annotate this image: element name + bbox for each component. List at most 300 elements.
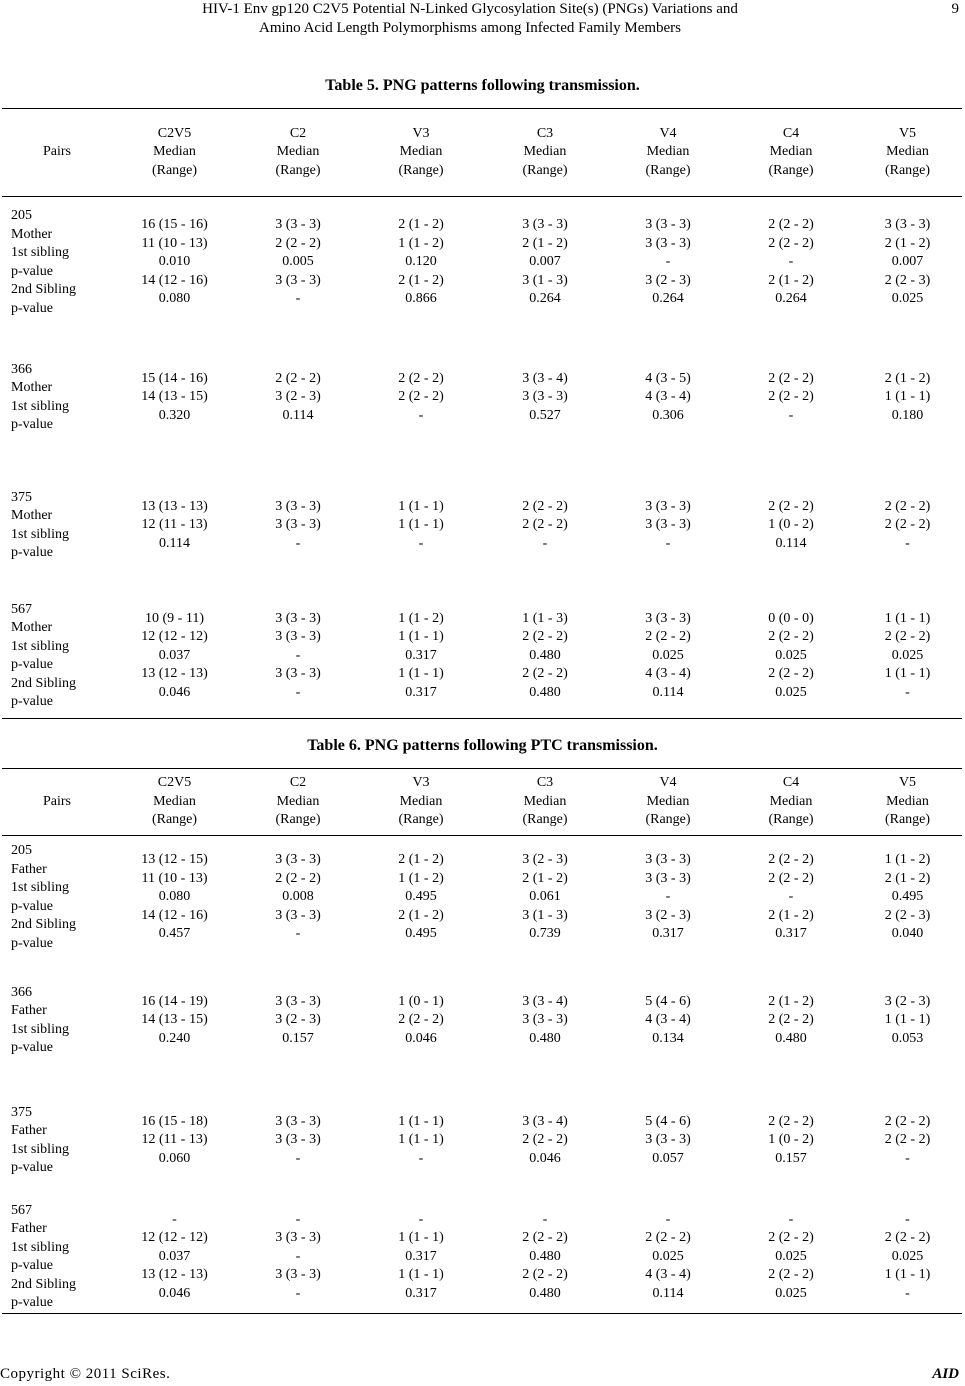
cell-value: 3 (3 - 3) bbox=[275, 610, 321, 626]
pair-label: 1st sibling bbox=[11, 1021, 69, 1037]
cell-value: - bbox=[905, 1150, 910, 1166]
column-header-line: C3 bbox=[536, 775, 554, 791]
cell-value: 2 (2 - 2) bbox=[884, 498, 931, 514]
value-cell bbox=[607, 479, 729, 591]
cell-value: - bbox=[295, 535, 301, 551]
value-cell bbox=[237, 836, 359, 978]
pair-label: 567 bbox=[11, 1202, 32, 1218]
column-header-line: (Range) bbox=[398, 162, 444, 178]
value-cell bbox=[853, 978, 962, 1098]
cell-value: 3 (1 - 3) bbox=[522, 272, 568, 288]
cell-value: 0.025 bbox=[775, 647, 807, 663]
table-row bbox=[2, 591, 962, 719]
cell-value: - bbox=[665, 535, 671, 551]
cell-value: 0.157 bbox=[775, 1150, 807, 1166]
value-cell bbox=[359, 591, 483, 719]
value-cell bbox=[853, 351, 962, 479]
cell-value: 0.060 bbox=[158, 1150, 191, 1166]
column-header-line: (Range) bbox=[522, 812, 568, 828]
cell-value: 1 (1 - 2) bbox=[398, 235, 444, 251]
cell-value: - bbox=[788, 1211, 794, 1227]
running-head bbox=[0, 0, 965, 42]
cell-value: 0.317 bbox=[652, 926, 684, 941]
cell-value: 0.317 bbox=[405, 684, 437, 700]
column-header-line: Median bbox=[886, 144, 929, 160]
column-header-line: (Range) bbox=[275, 162, 321, 178]
pair-label: p-value bbox=[11, 657, 53, 672]
value-cell bbox=[112, 1098, 237, 1196]
cell-value: 12 (12 - 12) bbox=[141, 629, 208, 644]
cell-value: 2 (2 - 2) bbox=[884, 1230, 931, 1245]
cell-value: 14 (13 - 15) bbox=[141, 1012, 208, 1027]
cell-value: 1 (1 - 1) bbox=[884, 1012, 931, 1027]
column-header-line: Median bbox=[153, 144, 196, 160]
cell-value: 0.046 bbox=[158, 1285, 191, 1301]
column-header-line: Median bbox=[646, 144, 690, 160]
cell-value: 0.480 bbox=[529, 1030, 561, 1046]
cell-value: - bbox=[295, 1285, 301, 1301]
pair-label: p-value bbox=[11, 263, 53, 279]
cell-value: 0.480 bbox=[529, 684, 561, 700]
cell-value: 1 (1 - 2) bbox=[884, 852, 931, 867]
value-cell bbox=[359, 1196, 483, 1314]
cell-value: 2 (2 - 2) bbox=[768, 217, 814, 232]
cell-value: 3 (3 - 3) bbox=[645, 610, 691, 626]
cell-value: 0.040 bbox=[891, 926, 924, 941]
cell-value: 14 (12 - 16) bbox=[141, 272, 208, 288]
running-title-line-2: Amino Acid Length Polymorphisms among Infected Family Members bbox=[258, 20, 682, 36]
cell-value: - bbox=[418, 535, 424, 551]
value-cell bbox=[359, 978, 483, 1098]
value-cell bbox=[237, 351, 359, 479]
cell-value: - bbox=[295, 291, 301, 306]
cell-value: 1 (1 - 1) bbox=[884, 610, 931, 626]
cell-value: 3 (3 - 3) bbox=[275, 517, 321, 532]
cell-value: 1 (1 - 1) bbox=[398, 1230, 444, 1245]
cell-value: 3 (3 - 3) bbox=[275, 1132, 321, 1147]
cell-value: 0.080 bbox=[158, 889, 191, 904]
column-header-line: C4 bbox=[782, 775, 800, 791]
cell-value: 2 (2 - 3) bbox=[884, 907, 931, 923]
pair-label: p-value bbox=[11, 545, 53, 560]
value-cell bbox=[853, 1098, 962, 1196]
cell-value: - bbox=[542, 535, 548, 551]
pair-label: 375 bbox=[11, 1104, 32, 1120]
cell-value: 2 (2 - 2) bbox=[522, 517, 568, 532]
pair-label: 2nd Sibling bbox=[11, 917, 76, 932]
table-5 bbox=[2, 108, 962, 719]
pair-label: 366 bbox=[11, 361, 32, 377]
column-header-line: V3 bbox=[412, 775, 430, 791]
cell-value: 1 (1 - 2) bbox=[398, 610, 444, 626]
cell-value: - bbox=[295, 1211, 301, 1227]
cell-value: - bbox=[295, 647, 301, 663]
column-header-line: Median bbox=[276, 144, 320, 160]
cell-value: 3 (1 - 3) bbox=[522, 907, 568, 923]
value-cell bbox=[237, 978, 359, 1098]
cell-value: 0.264 bbox=[652, 291, 684, 306]
cell-value: 3 (2 - 3) bbox=[645, 907, 691, 923]
pair-label: Father bbox=[11, 1123, 47, 1138]
cell-value: 3 (2 - 3) bbox=[884, 993, 931, 1009]
column-header-line: C4 bbox=[782, 125, 800, 141]
cell-value: 0.317 bbox=[775, 926, 807, 941]
value-cell bbox=[112, 351, 237, 479]
value-cell bbox=[483, 197, 607, 351]
cell-value: 0.120 bbox=[405, 254, 437, 269]
pair-label: 1st sibling bbox=[11, 526, 69, 542]
cell-value: 2 (2 - 2) bbox=[884, 1113, 931, 1129]
cell-value: 2 (2 - 2) bbox=[275, 870, 321, 886]
column-header-line: C3 bbox=[536, 125, 554, 141]
cell-value: 2 (1 - 2) bbox=[768, 272, 814, 288]
column-header-line: (Range) bbox=[768, 812, 814, 828]
cell-value: 3 (3 - 3) bbox=[645, 517, 691, 532]
column-header-line: C2V5 bbox=[157, 775, 192, 791]
cell-value: 2 (1 - 2) bbox=[398, 907, 444, 923]
cell-value: 0.046 bbox=[158, 684, 191, 700]
cell-value: 2 (1 - 2) bbox=[884, 870, 931, 886]
cell-value: 0.114 bbox=[652, 684, 684, 700]
cell-value: 0.739 bbox=[529, 926, 561, 941]
value-cell bbox=[853, 836, 962, 978]
cell-value: 0.025 bbox=[891, 1248, 924, 1264]
value-cell bbox=[483, 591, 607, 719]
cell-value: 0.264 bbox=[775, 291, 807, 306]
pair-label: 205 bbox=[11, 843, 32, 858]
pair-label: 1st sibling bbox=[11, 880, 69, 895]
cell-value: 0.527 bbox=[529, 407, 561, 423]
cell-value: 3 (3 - 3) bbox=[522, 1012, 568, 1027]
cell-value: 2 (1 - 2) bbox=[398, 272, 444, 288]
pair-label: p-value bbox=[11, 1258, 53, 1273]
value-cell bbox=[112, 978, 237, 1098]
pair-label: Mother bbox=[11, 226, 53, 242]
pair-label-cell bbox=[2, 978, 112, 1098]
table-5-caption: Table 5. PNG patterns following transmission. bbox=[325, 77, 640, 94]
cell-value: 1 (1 - 1) bbox=[884, 1267, 931, 1282]
pair-label: p-value bbox=[11, 694, 53, 709]
table-row bbox=[2, 479, 962, 591]
cell-value: 3 (3 - 3) bbox=[645, 852, 691, 867]
cell-value: 13 (12 - 13) bbox=[141, 666, 208, 681]
cell-value: 2 (1 - 2) bbox=[768, 907, 814, 923]
cell-value: 1 (1 - 1) bbox=[398, 666, 444, 681]
cell-value: 2 (2 - 2) bbox=[768, 629, 814, 644]
cell-value: 1 (0 - 2) bbox=[768, 1132, 814, 1147]
value-cell bbox=[483, 479, 607, 591]
cell-value: 11 (10 - 13) bbox=[141, 870, 208, 886]
column-header-line: (Range) bbox=[645, 812, 691, 828]
pair-label: 1st sibling bbox=[11, 398, 69, 414]
cell-value: 2 (1 - 2) bbox=[398, 852, 444, 867]
cell-value: 1 (1 - 1) bbox=[398, 517, 444, 532]
value-cell bbox=[729, 197, 853, 351]
cell-value: 3 (3 - 3) bbox=[275, 629, 321, 644]
cell-value: - bbox=[295, 1248, 301, 1264]
cell-value: 1 (1 - 1) bbox=[884, 666, 931, 681]
pair-label: p-value bbox=[11, 417, 53, 432]
cell-value: 3 (3 - 4) bbox=[522, 370, 568, 386]
cell-value: 0.134 bbox=[652, 1030, 684, 1046]
column-header-line: C2 bbox=[289, 775, 307, 791]
value-cell bbox=[853, 591, 962, 719]
value-cell bbox=[112, 836, 237, 978]
cell-value: 0.480 bbox=[529, 1285, 561, 1301]
cell-value: 2 (2 - 2) bbox=[522, 1267, 568, 1282]
column-header-line: (Range) bbox=[398, 812, 444, 828]
pair-label: 2nd Sibling bbox=[11, 1276, 76, 1292]
cell-value: 0.480 bbox=[529, 1248, 561, 1264]
column-header-line: Median bbox=[399, 144, 443, 160]
pair-label: 2nd Sibling bbox=[11, 675, 76, 691]
cell-value: 12 (12 - 12) bbox=[141, 1230, 208, 1245]
column-header-c2v5 bbox=[112, 769, 237, 836]
value-cell bbox=[483, 978, 607, 1098]
column-header-line: (Range) bbox=[645, 162, 691, 178]
value-cell bbox=[237, 1196, 359, 1314]
cell-value: 0.057 bbox=[652, 1150, 684, 1166]
cell-value: 0.114 bbox=[159, 535, 190, 551]
cell-value: - bbox=[788, 254, 794, 269]
cell-value: 3 (2 - 3) bbox=[275, 1012, 321, 1027]
cell-value: 16 (14 - 19) bbox=[141, 993, 208, 1009]
cell-value: 0.495 bbox=[405, 889, 437, 904]
cell-value: 2 (2 - 2) bbox=[768, 870, 814, 886]
cell-value: 0.025 bbox=[775, 684, 807, 700]
pair-label-cell bbox=[2, 591, 112, 719]
column-header-line: (Range) bbox=[151, 162, 198, 178]
cell-value: - bbox=[172, 1211, 177, 1227]
cell-value: - bbox=[418, 1150, 424, 1166]
column-header-c4 bbox=[729, 769, 853, 836]
cell-value: 2 (1 - 2) bbox=[398, 217, 444, 232]
pair-label-cell bbox=[2, 197, 112, 351]
cell-value: 1 (1 - 1) bbox=[398, 1113, 444, 1129]
column-header-line: (Range) bbox=[275, 812, 321, 828]
column-header-c3 bbox=[483, 109, 607, 197]
pair-label: Mother bbox=[11, 508, 53, 523]
cell-value: 3 (3 - 3) bbox=[275, 1230, 321, 1245]
cell-value: 3 (3 - 3) bbox=[645, 217, 691, 232]
cell-value: 2 (2 - 2) bbox=[398, 389, 444, 404]
cell-value: 2 (2 - 2) bbox=[398, 1012, 444, 1027]
cell-value: 0.025 bbox=[775, 1285, 807, 1301]
cell-value: 2 (2 - 2) bbox=[768, 1230, 814, 1245]
cell-value: 0.025 bbox=[891, 291, 924, 306]
pair-label: 2nd Sibling bbox=[11, 282, 76, 297]
cell-value: 3 (3 - 3) bbox=[275, 217, 321, 232]
value-cell bbox=[607, 836, 729, 978]
cell-value: 0.480 bbox=[529, 647, 561, 663]
cell-value: 16 (15 - 18) bbox=[141, 1113, 208, 1129]
column-header-line: Pairs bbox=[43, 793, 71, 809]
cell-value: 0.046 bbox=[529, 1150, 561, 1166]
value-cell bbox=[112, 1196, 237, 1314]
column-header-v3 bbox=[359, 769, 483, 836]
value-cell bbox=[483, 351, 607, 479]
cell-value: 3 (3 - 3) bbox=[645, 498, 691, 514]
cell-value: 2 (2 - 2) bbox=[522, 629, 568, 644]
cell-value: 10 (9 - 11) bbox=[145, 610, 204, 626]
cell-value: - bbox=[665, 254, 671, 269]
cell-value: 3 (3 - 3) bbox=[645, 1132, 691, 1147]
cell-value: 2 (2 - 2) bbox=[522, 1230, 568, 1245]
cell-value: 0.008 bbox=[282, 889, 314, 904]
cell-value: 2 (2 - 2) bbox=[768, 235, 814, 251]
cell-value: 15 (14 - 16) bbox=[141, 370, 208, 386]
cell-value: 4 (3 - 4) bbox=[645, 666, 691, 681]
cell-value: 2 (1 - 2) bbox=[884, 235, 931, 251]
cell-value: 3 (3 - 3) bbox=[275, 993, 321, 1009]
column-header-line: C2 bbox=[289, 125, 307, 141]
cell-value: 0.025 bbox=[775, 1248, 807, 1264]
cell-value: 0.114 bbox=[652, 1285, 684, 1301]
column-header-line: Median bbox=[886, 793, 929, 809]
journal-abbreviation: AID bbox=[932, 1366, 959, 1382]
table-5-header-row bbox=[2, 109, 962, 197]
value-cell bbox=[729, 1196, 853, 1314]
cell-value: 11 (10 - 13) bbox=[141, 235, 208, 251]
column-header-line: Median bbox=[276, 793, 320, 809]
pair-label: p-value bbox=[11, 1160, 53, 1175]
table-row bbox=[2, 978, 962, 1098]
cell-value: 2 (2 - 2) bbox=[768, 666, 814, 681]
pair-label: 1st sibling bbox=[11, 1141, 69, 1157]
cell-value: 2 (1 - 2) bbox=[768, 993, 814, 1009]
pair-label-cell bbox=[2, 351, 112, 479]
column-header-line: V5 bbox=[898, 775, 917, 791]
value-cell bbox=[729, 479, 853, 591]
column-header-line: Median bbox=[646, 793, 690, 809]
cell-value: 2 (2 - 2) bbox=[645, 1230, 691, 1245]
column-header-v5 bbox=[853, 769, 962, 836]
pair-label: p-value bbox=[11, 935, 53, 951]
column-header-c3 bbox=[483, 769, 607, 836]
column-header-line: Median bbox=[153, 793, 196, 809]
cell-value: 2 (2 - 2) bbox=[884, 517, 931, 532]
cell-value: 2 (2 - 2) bbox=[275, 370, 321, 386]
value-cell bbox=[853, 197, 962, 351]
value-cell bbox=[359, 197, 483, 351]
column-header-pairs bbox=[2, 769, 112, 836]
column-header-line: Median bbox=[523, 144, 567, 160]
running-title-line-1: HIV-1 Env gp120 C2V5 Potential N-Linked Glycosylation Site(s) (PNGs) Variations and bbox=[202, 1, 738, 17]
value-cell bbox=[359, 351, 483, 479]
cell-value: 0.025 bbox=[652, 647, 684, 663]
column-header-pairs bbox=[2, 109, 112, 197]
cell-value: 0.180 bbox=[891, 407, 924, 423]
table-6-header-row bbox=[2, 769, 962, 836]
cell-value: 2 (2 - 2) bbox=[275, 235, 321, 251]
table-row bbox=[2, 1098, 962, 1196]
cell-value: 3 (3 - 3) bbox=[275, 272, 321, 288]
column-header-c4 bbox=[729, 109, 853, 197]
table-row bbox=[2, 836, 962, 978]
cell-value: 0.317 bbox=[405, 1285, 437, 1301]
cell-value: - bbox=[905, 535, 910, 551]
value-cell bbox=[112, 479, 237, 591]
value-cell bbox=[607, 1196, 729, 1314]
cell-value: 13 (12 - 15) bbox=[141, 852, 208, 867]
table-6-caption: Table 6. PNG patterns following PTC transmission. bbox=[307, 737, 658, 754]
pair-label: p-value bbox=[11, 1040, 53, 1055]
cell-value: 3 (3 - 3) bbox=[275, 1113, 321, 1129]
value-cell bbox=[359, 479, 483, 591]
cell-value: 2 (1 - 2) bbox=[522, 870, 568, 886]
value-cell bbox=[483, 836, 607, 978]
cell-value: 2 (1 - 2) bbox=[884, 370, 931, 386]
cell-value: 0.317 bbox=[405, 1248, 437, 1264]
cell-value: 0.061 bbox=[529, 889, 561, 904]
cell-value: 0 (0 - 0) bbox=[768, 610, 814, 626]
value-cell bbox=[237, 591, 359, 719]
cell-value: 16 (15 - 16) bbox=[141, 217, 208, 232]
cell-value: 1 (0 - 1) bbox=[398, 993, 444, 1009]
pair-label: 1st sibling bbox=[11, 638, 69, 654]
column-header-line: (Range) bbox=[522, 162, 568, 178]
pair-label-cell bbox=[2, 479, 112, 591]
cell-value: 0.114 bbox=[282, 407, 314, 423]
cell-value: 3 (3 - 3) bbox=[275, 907, 321, 923]
cell-value: 1 (1 - 1) bbox=[398, 1267, 444, 1282]
cell-value: 2 (2 - 2) bbox=[522, 498, 568, 514]
cell-value: 2 (2 - 2) bbox=[884, 1132, 931, 1147]
cell-value: 4 (3 - 4) bbox=[645, 1267, 691, 1282]
cell-value: - bbox=[295, 684, 301, 700]
pair-label: 567 bbox=[11, 601, 32, 617]
column-header-line: (Range) bbox=[884, 812, 931, 828]
column-header-line: Median bbox=[523, 793, 567, 809]
cell-value: - bbox=[295, 1150, 301, 1166]
value-cell bbox=[112, 197, 237, 351]
table-6 bbox=[2, 768, 962, 1314]
column-header-line: V4 bbox=[659, 125, 677, 141]
cell-value: 2 (1 - 2) bbox=[522, 235, 568, 251]
value-cell bbox=[729, 591, 853, 719]
pair-label: 1st sibling bbox=[11, 245, 69, 260]
cell-value: 0.010 bbox=[158, 254, 191, 269]
cell-value: 3 (3 - 3) bbox=[275, 498, 321, 514]
cell-value: 3 (3 - 3) bbox=[275, 666, 321, 681]
cell-value: 0.240 bbox=[158, 1030, 191, 1046]
cell-value: 12 (11 - 13) bbox=[141, 1132, 208, 1147]
value-cell bbox=[853, 479, 962, 591]
cell-value: 3 (3 - 3) bbox=[645, 235, 691, 251]
column-header-v3 bbox=[359, 109, 483, 197]
cell-value: 2 (2 - 2) bbox=[522, 666, 568, 681]
cell-value: 0.037 bbox=[158, 1248, 191, 1264]
cell-value: 3 (3 - 3) bbox=[522, 217, 568, 232]
cell-value: 4 (3 - 4) bbox=[645, 389, 691, 404]
cell-value: 0.495 bbox=[891, 889, 924, 904]
cell-value: 3 (3 - 3) bbox=[275, 852, 321, 867]
cell-value: 1 (1 - 1) bbox=[884, 389, 931, 404]
pair-label: 1st sibling bbox=[11, 1239, 69, 1255]
table-row bbox=[2, 197, 962, 351]
value-cell bbox=[359, 836, 483, 978]
value-cell bbox=[607, 197, 729, 351]
cell-value: - bbox=[542, 1211, 548, 1227]
column-header-v4 bbox=[607, 769, 729, 836]
cell-value: 0.866 bbox=[405, 291, 437, 306]
cell-value: 1 (1 - 1) bbox=[398, 498, 444, 514]
value-cell bbox=[237, 479, 359, 591]
cell-value: 2 (2 - 2) bbox=[768, 370, 814, 386]
cell-value: 0.114 bbox=[775, 535, 807, 551]
cell-value: 0.320 bbox=[158, 407, 191, 423]
cell-value: - bbox=[295, 926, 301, 941]
